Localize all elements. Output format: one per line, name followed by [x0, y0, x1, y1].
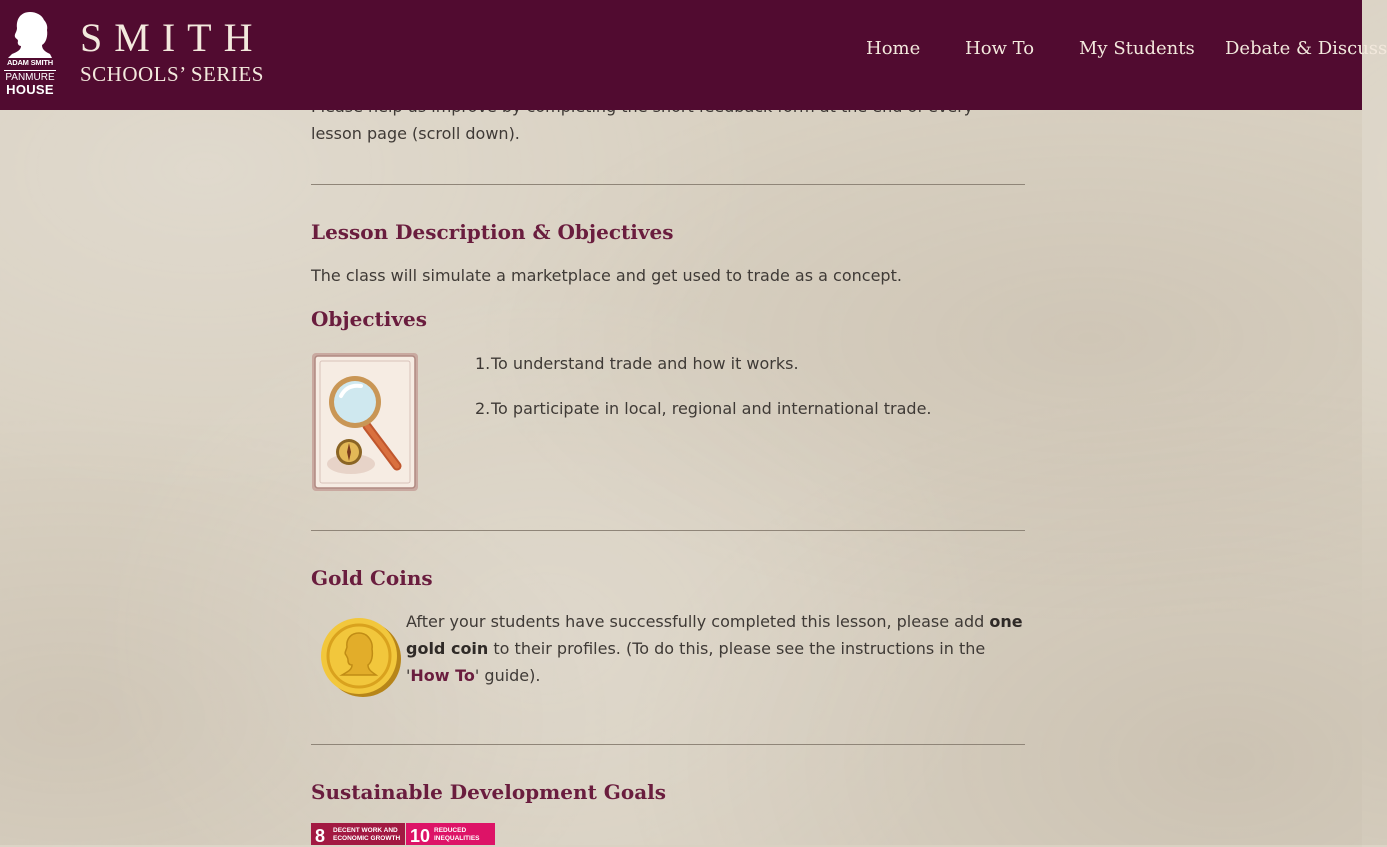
adam-smith-silhouette-icon — [4, 10, 56, 58]
divider — [311, 744, 1025, 745]
objective-text: To understand trade and how it works. — [491, 354, 799, 373]
logo-text-house: HOUSE — [6, 82, 54, 97]
objective-item — [471, 397, 932, 421]
nav-how-to[interactable]: How To — [965, 38, 1035, 59]
sdg-heading: Sustainable Development Goals — [311, 780, 667, 804]
lesson-description-text: The class will simulate a marketplace and get used to trade as a concept. — [311, 266, 902, 285]
divider — [311, 530, 1025, 531]
gold-coins-text-end: ' guide). — [474, 666, 541, 685]
objectives-list — [471, 352, 932, 421]
sdg-badge-8[interactable] — [311, 823, 405, 845]
sdg-label: REDUCED INEQUALITIES — [434, 827, 480, 842]
sdg-number: 8 — [315, 826, 326, 846]
brand-subtitle[interactable]: SCHOOLS’ SERIES — [80, 62, 264, 86]
brand-title[interactable]: SMITH — [80, 15, 265, 60]
adam-smith-panmure-house-logo[interactable] — [4, 10, 60, 96]
lesson-description-heading: Lesson Description & Objectives — [311, 220, 674, 244]
gold-coins-amount: one gold coin — [406, 612, 1023, 658]
sdg-badge-10[interactable] — [406, 823, 495, 845]
gold-coins-text — [406, 608, 1025, 689]
objective-number: 1. — [475, 354, 491, 373]
sdg-number: 10 — [410, 826, 431, 846]
sdg-label: DECENT WORK AND ECONOMIC GROWTH — [333, 827, 401, 842]
objective-text: To participate in local, regional and international trade. — [491, 399, 932, 418]
gold-coins-text-middle: to their profiles. (To do this, please see the instructions in the ' — [406, 639, 986, 685]
nav-my-students[interactable]: My Students — [1079, 38, 1195, 59]
gold-coin-icon — [315, 615, 405, 699]
objective-number: 2. — [475, 399, 491, 418]
how-to-link[interactable]: How To — [410, 666, 475, 685]
logo-text-panmure: PANMURE — [5, 72, 55, 83]
gold-coins-text-start: After your students have successfully completed this lesson, please add — [406, 612, 990, 631]
gold-coins-heading: Gold Coins — [311, 566, 433, 590]
divider — [311, 184, 1025, 185]
nav-home[interactable]: Home — [866, 38, 921, 59]
logo-text-adam-smith: ADAM SMITH — [7, 58, 53, 67]
magnifying-glass-compass-icon — [311, 352, 419, 492]
feedback-note: lesson page (scroll down). — [311, 124, 520, 143]
objective-item — [471, 352, 932, 376]
nav-debate-discuss[interactable]: Debate & Discuss — [1225, 38, 1387, 59]
site-header — [0, 0, 1387, 110]
objectives-heading: Objectives — [311, 307, 427, 331]
